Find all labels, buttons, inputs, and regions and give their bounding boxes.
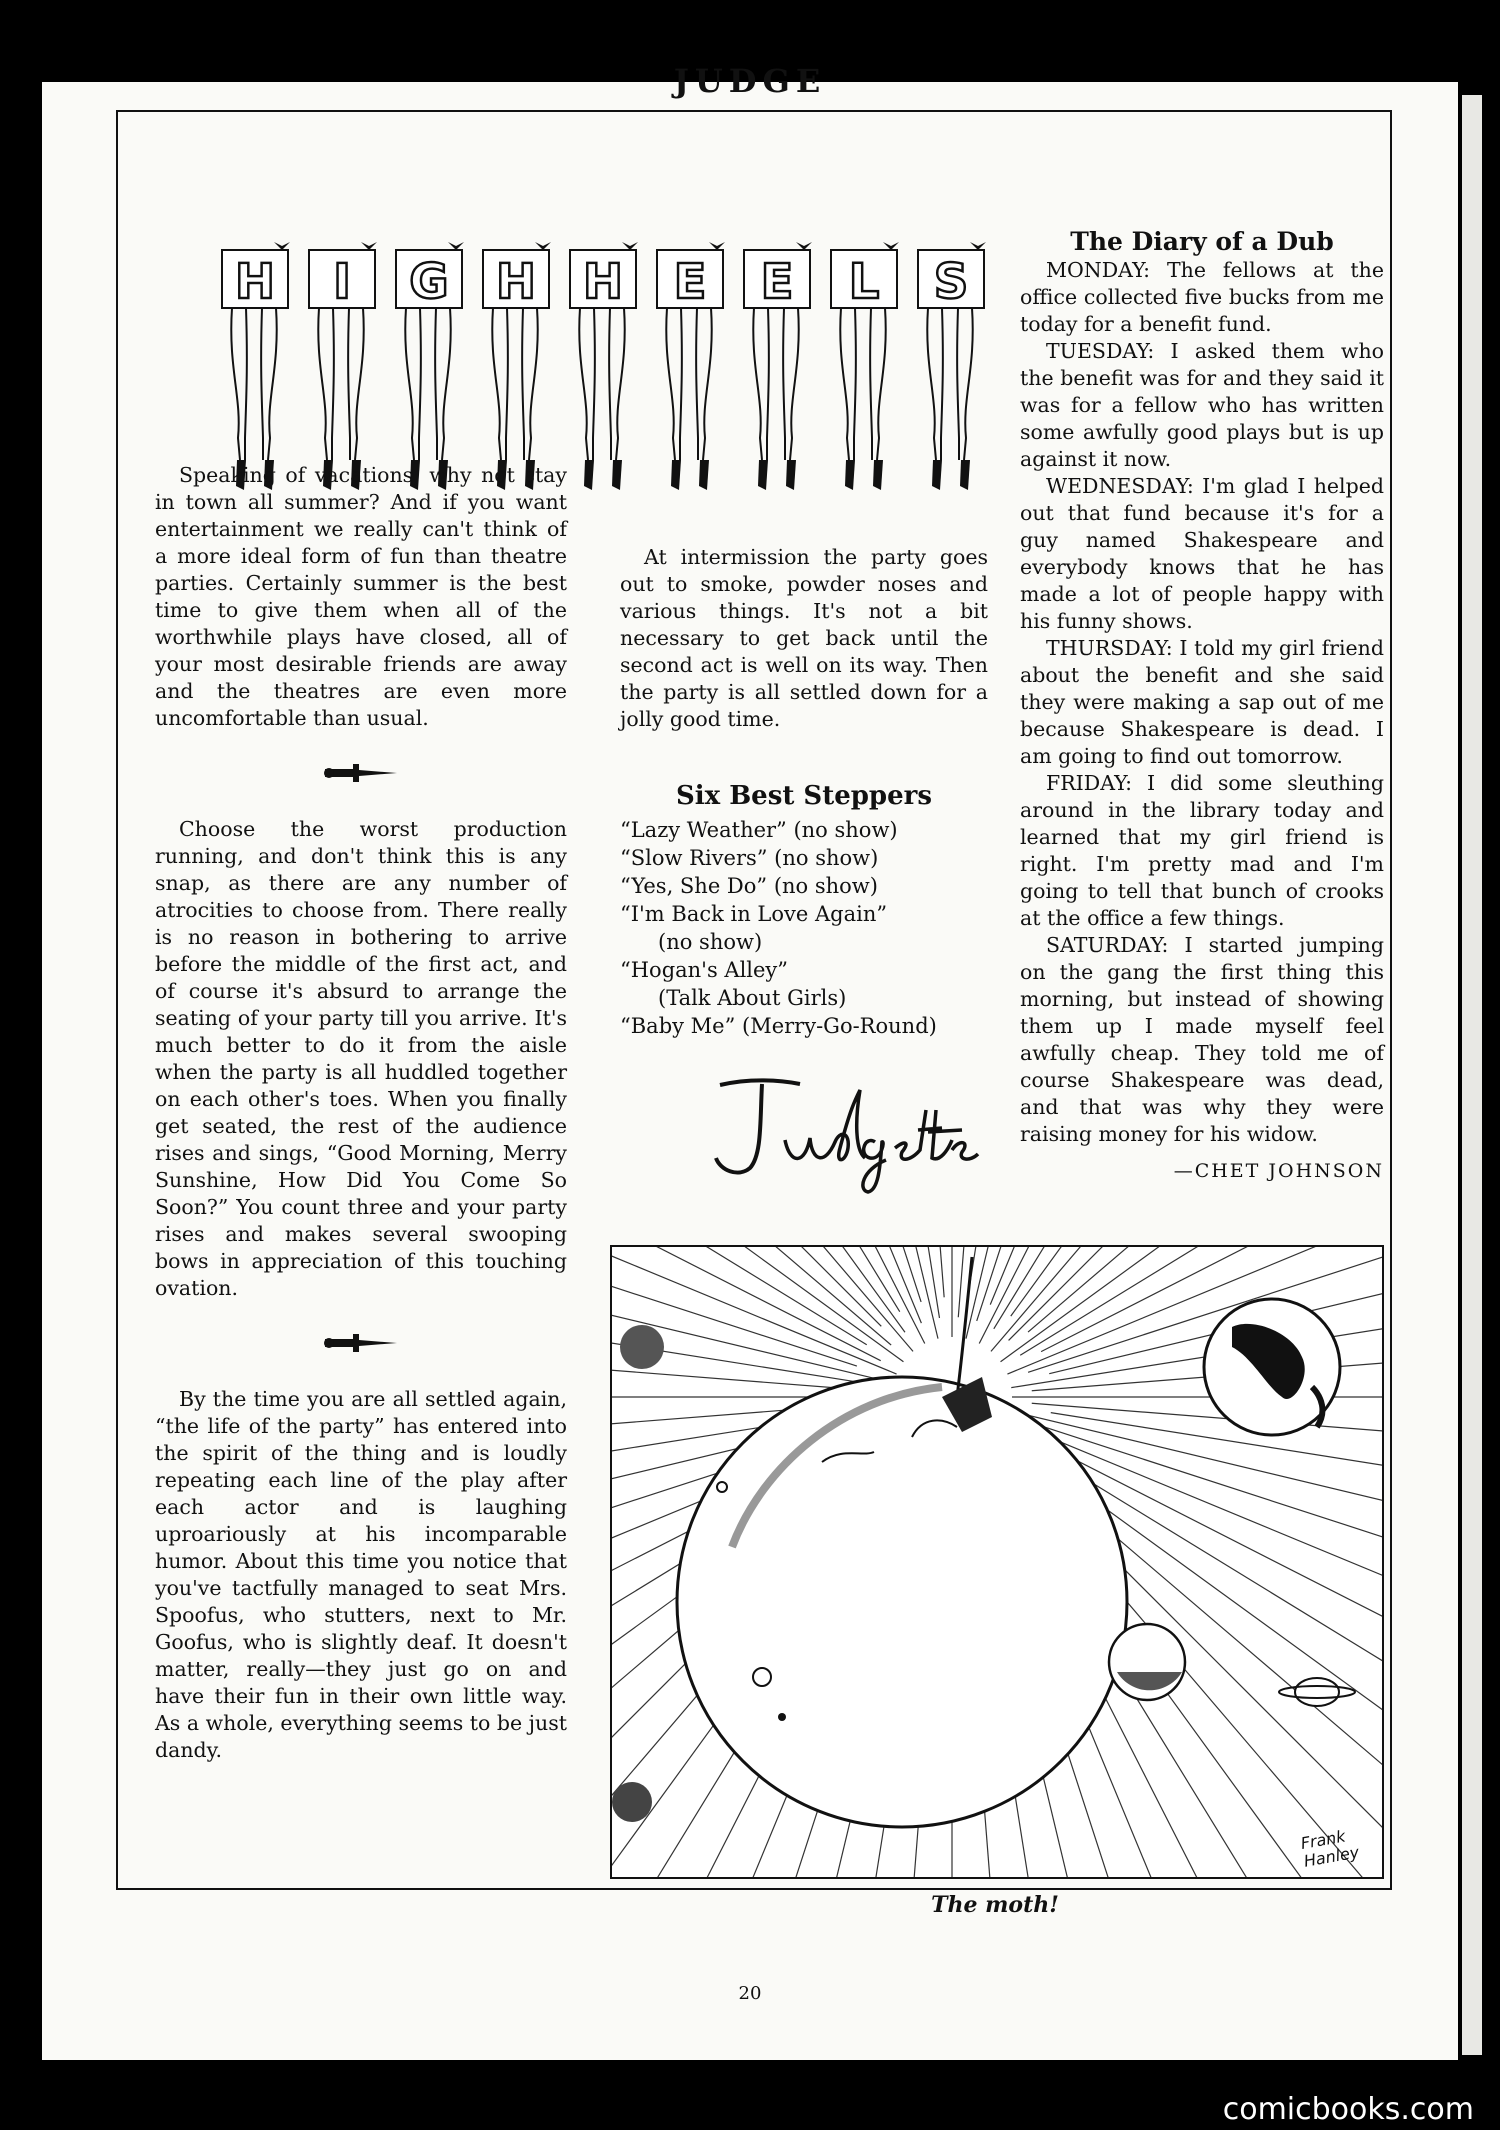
page-number: 20	[738, 1983, 762, 2004]
banner-letter-card	[396, 242, 464, 490]
diary-author: —CHET JOHNSON	[1173, 1160, 1384, 1182]
light-ray	[1028, 1247, 1382, 1332]
light-ray	[634, 1247, 925, 1344]
column-3	[1020, 228, 1384, 1185]
list-item: “Baby Me” (Merry-Go-Round)	[620, 1014, 937, 1038]
banner-letter: H	[582, 254, 624, 310]
banner-letter-card	[657, 242, 725, 490]
light-ray	[1011, 1247, 1364, 1316]
light-ray	[897, 1247, 944, 1297]
banner-letter: E	[673, 254, 707, 310]
diary-title: The Diary of a Dub	[1070, 227, 1334, 256]
column-2	[620, 544, 988, 1040]
banner-letter-card	[309, 242, 377, 490]
diary-monday: MONDAY: The fellows at the office collected five bucks from me today for a benefit fund.	[1020, 258, 1384, 336]
judgette-signature	[690, 1070, 980, 1204]
magazine-header: JUDGE	[673, 62, 827, 100]
banner-letter: L	[848, 254, 880, 310]
paragraph-intermission: At intermission the party goes out to smoke, powder noses and various things. It's not a bit necessary to get back until the second act is well on its way. Then the party is all settled down for a jolly good time.	[620, 545, 988, 731]
diary-tuesday: TUESDAY: I asked them who the benefit was for and they said it was for a fellow who has written some awfully good plays but is up against it now.	[1020, 339, 1384, 471]
list-item: “Lazy Weather” (no show)	[620, 818, 898, 842]
list-item: (Talk About Girls)	[658, 986, 847, 1010]
banner-letter-card	[222, 242, 290, 490]
diary-friday: FRIDAY: I did some sleuthing around in the library today and learned that my girl friend is right. I'm pretty mad and I'm going to tell that bunch of crooks at the office a few things.	[1020, 771, 1384, 930]
list-item: “Hogan's Alley”	[620, 958, 789, 982]
steppers-title: Six Best Steppers	[676, 781, 932, 811]
artist-signature: Frank Hanley	[1299, 1826, 1361, 1871]
banner-letter-card	[918, 242, 986, 490]
dagger-ornament-icon	[321, 760, 401, 786]
moth-cartoon	[610, 1245, 1384, 1879]
signature-icon	[690, 1070, 980, 1200]
banner-letter-card	[483, 242, 551, 490]
list-item: (no show)	[658, 930, 763, 954]
list-item: “Yes, She Do” (no show)	[620, 874, 878, 898]
diary-saturday: SATURDAY: I started jumping on the gang the first thing this morning, but instead of showing them up I made myself feel awfully cheap. They told me of course Shakespeare was dead, and that was why they were raising money for his widow.	[1020, 933, 1384, 1146]
light-ray	[684, 1247, 921, 1323]
paragraph-settled: By the time you are all settled again, “the life of the party” has entered into the spirit of the thing and is loudly repeating each line of the play after each actor and is laughing uproariously at his incomparable humor. About this time you notice that you've tactfully managed to seat Mrs. Spoofus, who stutters, next to Mr. Goofus, who is slightly deaf. It doesn't matter, really—they just go on and have their fun in their own little way. As a whole, everything seems to be just dandy.	[155, 1387, 567, 1762]
steppers-list	[620, 816, 988, 1040]
moth-cartoon-icon	[612, 1247, 1382, 1877]
banner-letter: G	[409, 254, 449, 310]
watermark: comicbooks.com	[1222, 2092, 1474, 2127]
banner-letter-card	[831, 242, 899, 490]
banner-letter: H	[234, 254, 276, 310]
dagger-ornament-icon	[321, 1330, 401, 1356]
banner-letter: H	[495, 254, 537, 310]
banner-letter: E	[760, 254, 794, 310]
banner-letter: S	[933, 254, 969, 310]
cartoon-caption: The moth!	[931, 1892, 1059, 1918]
list-item: “I'm Back in Love Again”	[620, 902, 888, 926]
light-ray	[1032, 1403, 1382, 1452]
column-1	[155, 462, 567, 1764]
paragraph-production: Choose the worst production running, and don't think this is any snap, as there are any number of atrocities to choose from. There really is no reason in bothering to arrive before the middle of the first act, and of course it's absurd to arrange the seating of your party till you arrive. It's much better to do it from the aisle when the party is all huddled together on each other's toes. When you finally get seated, the rest of the audience rises and sings, “Good Morning, Merry Sunshine, How Did You Come So Soon?” You count three and your party rises and makes several swooping bows in appreciation of this touching ovation.	[155, 817, 567, 1300]
light-ray	[612, 1247, 881, 1326]
paragraph-vacations: Speaking of vacations, why not stay in town all summer? And if you want entertainment we really can't think of a more ideal form of fun than theatre parties. Certainly summer is the best time to give them when all of the worthwhile plays have closed, all of your most desirable friends are away and the theatres are even more uncomfortable than usual.	[155, 463, 567, 730]
list-item: “Slow Rivers” (no show)	[620, 846, 879, 870]
diary-wednesday: WEDNESDAY: I'm glad I helped out that fund because it's for a guy named Shakespeare and everybody knows that he has made a lot of people happy with his funny shows.	[1020, 474, 1384, 633]
diary-thursday: THURSDAY: I told my girl friend about the benefit and she said they were making a sap out of me because Shakespeare is dead. I am going to find out tomorrow.	[1020, 636, 1384, 768]
banner-letter-card	[744, 242, 812, 490]
banner-letter: I	[333, 254, 351, 310]
next-page-edge	[1462, 95, 1482, 2055]
banner-letter-card	[570, 242, 638, 490]
